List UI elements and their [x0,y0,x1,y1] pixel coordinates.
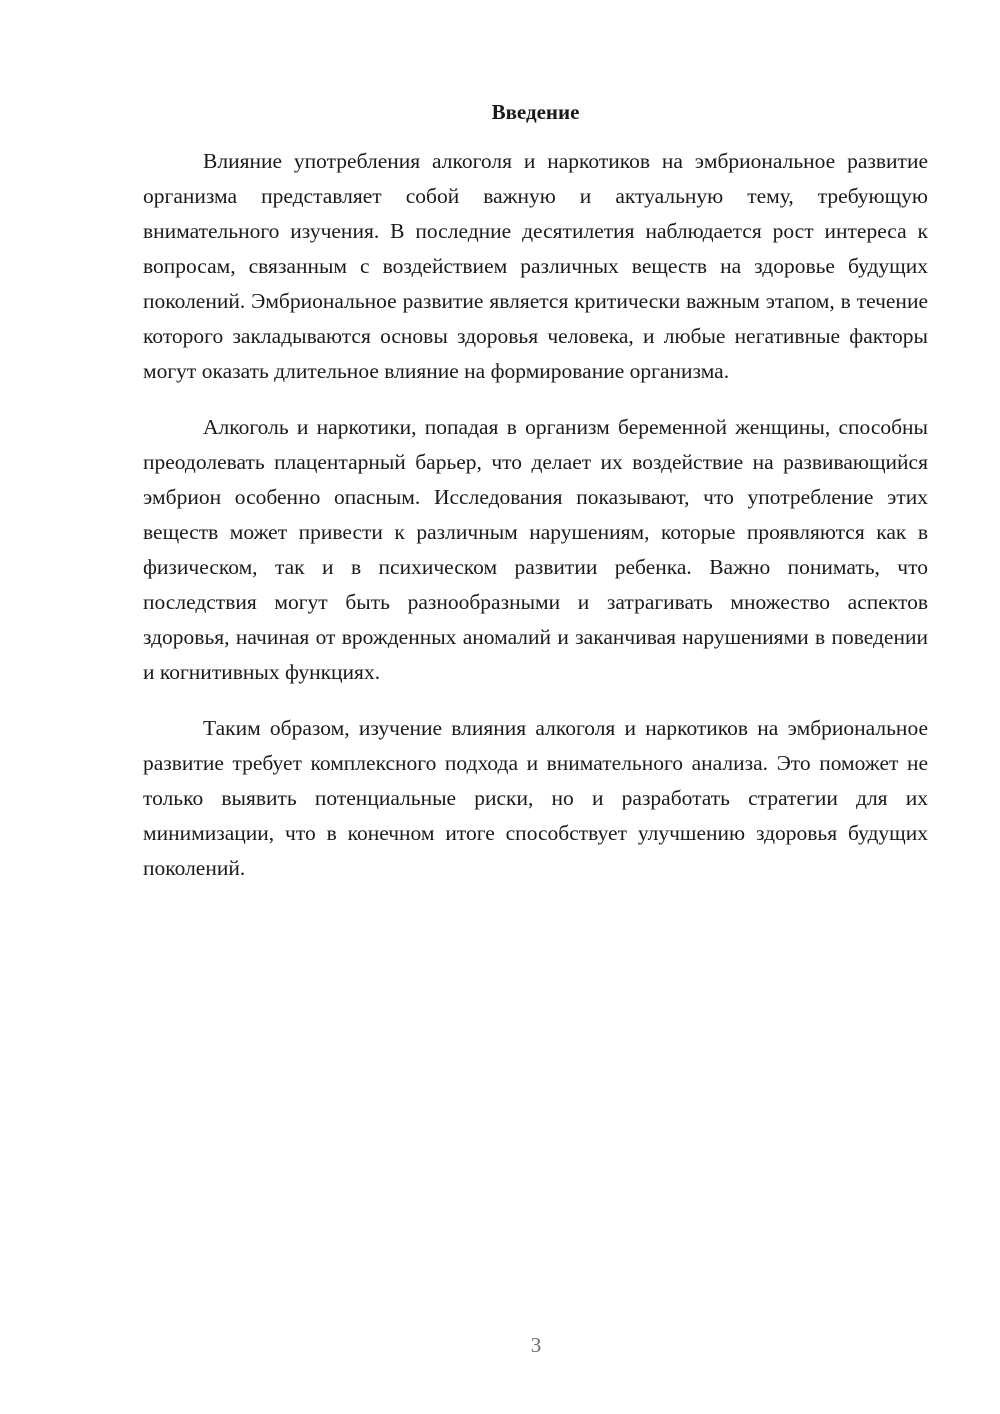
page-content [143,96,928,907]
paragraph-3: Таким образом, изучение влияния алкоголя и наркотиков на эмбриональное развитие требует комплексного подхода и внимательного анализа. Это поможет не только выявить потенциальные риски, но и разработать стратегии для их минимизации, что в конечном итоге способствует улучшению здоровья будущих поколений. [143,716,928,880]
page-number: 3 [530,1333,542,1357]
section-title: Введение [491,100,580,124]
paragraph-1: Влияние употребления алкоголя и наркотиков на эмбриональное развитие организма представляет собой важную и актуальную тему, требующую внимательного изучения. В последние десятилетия наблюдается рост интереса к вопросам, связанным с воздействием различных веществ на здоровье будущих поколений. Эмбриональное развитие является критически важным этапом, в течение которого закладываются основы здоровья человека, и любые негативные факторы могут оказать длительное влияние на формирование организма. [143,149,928,383]
paragraph-2: Алкоголь и наркотики, попадая в организм беременной женщины, способны преодолевать плацентарный барьер, что делает их воздействие на развивающийся эмбрион особенно опасным. Исследования показывают, что употребление этих веществ может привести к различным нарушениям, которые проявляются как в физическом, так и в психическом развитии ребенка. Важно понимать, что последствия могут быть разнообразными и затрагивать множество аспектов здоровья, начиная от врожденных аномалий и заканчивая нарушениями в поведении и когнитивных функциях. [143,415,928,684]
